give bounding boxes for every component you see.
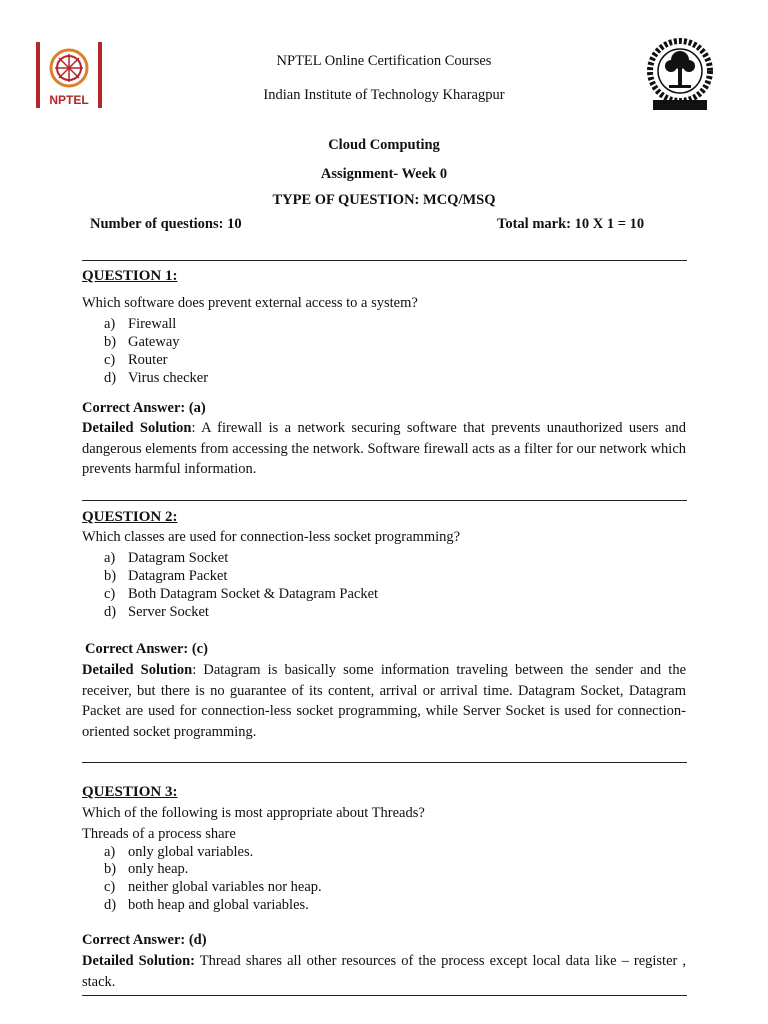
- question-2-answer: Correct Answer: (c): [85, 641, 208, 657]
- question-2-text: Which classes are used for connection-less socket programming?: [82, 529, 461, 545]
- question-2-heading: QUESTION 2:: [82, 509, 178, 525]
- option-text: neither global variables nor heap.: [128, 879, 322, 895]
- question-3-solution: [82, 951, 686, 992]
- question-3-text: Which of the following is most appropriate about Threads?: [82, 805, 425, 821]
- total-mark: Total mark: 10 X 1 = 10: [497, 216, 645, 232]
- divider: [82, 260, 687, 261]
- option-text: only global variables.: [128, 844, 254, 860]
- option-text: Datagram Socket: [128, 550, 229, 566]
- option-letter: a): [104, 316, 116, 332]
- num-questions: [90, 216, 242, 233]
- solution-text: : A firewall is a network securing software that prevents unauthorized users and dangerous elements from accessing the network. Software firewall acts as a filter for our network which prevents harmful information.: [82, 420, 686, 477]
- num-questions-label: Number of questions: [90, 216, 219, 232]
- nptel-logo-text: NPTEL: [49, 93, 89, 107]
- question-1-text: Which software does prevent external access to a system?: [82, 295, 418, 311]
- question-3-answer: Correct Answer: (d): [82, 932, 207, 948]
- question-2-option-d: [104, 604, 209, 621]
- assignment-title: Assignment- Week 0: [320, 166, 448, 182]
- option-letter: d): [104, 897, 117, 913]
- option-text: both heap and global variables.: [128, 897, 309, 913]
- question-3-option-a: [104, 844, 253, 861]
- option-text: Router: [128, 352, 168, 368]
- option-letter: d): [104, 370, 117, 386]
- divider: [82, 762, 687, 763]
- num-questions-value: : 10: [218, 216, 242, 232]
- divider: [82, 995, 687, 996]
- question-2-option-c: [104, 586, 378, 603]
- header-line-1: NPTEL Online Certification Courses: [276, 53, 492, 69]
- question-1-option-a: [104, 316, 176, 333]
- option-text: Server Socket: [128, 604, 209, 620]
- option-letter: c): [104, 879, 116, 895]
- question-3-heading: QUESTION 3:: [82, 784, 178, 800]
- solution-label: Detailed Solution:: [82, 953, 195, 969]
- question-2-option-a: [104, 550, 228, 567]
- option-text: Gateway: [128, 334, 180, 350]
- option-letter: c): [104, 586, 116, 602]
- solution-text: : Datagram is basically some information traveling between the sender and the receiver, but there is no guarantee of its content, arrival or arrival time. Datagram Socket, Datagram Packet are used for connection-less socket programming, while Server Socket is used for connection-oriented socket programming.: [82, 662, 687, 740]
- option-letter: b): [104, 334, 117, 350]
- question-2-option-b: [104, 568, 227, 585]
- header-line-2: Indian Institute of Technology Kharagpur: [263, 87, 505, 103]
- question-3-option-c: [104, 879, 322, 896]
- divider: [82, 500, 687, 501]
- option-letter: c): [104, 352, 116, 368]
- question-1-option-c: [104, 352, 167, 369]
- question-3-text-2: Threads of a process share: [82, 826, 236, 842]
- course-title: Cloud Computing: [328, 137, 440, 153]
- option-text: Both Datagram Socket & Datagram Packet: [128, 586, 379, 602]
- question-type: TYPE OF QUESTION: MCQ/MSQ: [272, 192, 496, 208]
- question-1-answer: Correct Answer: (a): [82, 400, 206, 416]
- option-letter: b): [104, 861, 117, 877]
- question-1-option-d: [104, 370, 208, 387]
- option-letter: a): [104, 844, 116, 860]
- option-text: Virus checker: [128, 370, 209, 386]
- option-text: Datagram Packet: [128, 568, 228, 584]
- question-3-option-d: [104, 897, 309, 914]
- solution-label: Detailed Solution: [82, 662, 193, 678]
- question-1-solution: [82, 418, 686, 480]
- question-1-heading: QUESTION 1:: [82, 268, 178, 284]
- solution-label: Detailed Solution: [82, 420, 192, 436]
- option-text: Firewall: [128, 316, 177, 332]
- option-letter: b): [104, 568, 117, 584]
- option-letter: d): [104, 604, 117, 620]
- option-letter: a): [104, 550, 116, 566]
- question-2-solution: [82, 660, 686, 742]
- question-3-option-b: [104, 861, 188, 878]
- question-1-option-b: [104, 334, 180, 351]
- option-text: only heap.: [128, 861, 189, 877]
- solution-text: Thread shares all other resources of the process except local data like – register , stack.: [82, 953, 687, 990]
